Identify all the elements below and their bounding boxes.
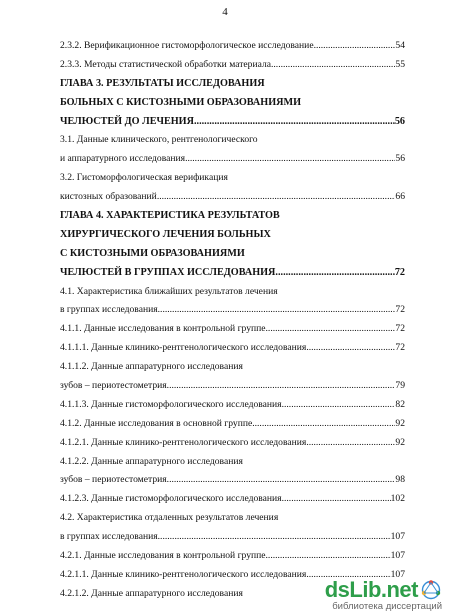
toc-entry-page: 107 — [390, 531, 405, 543]
dot-leader — [252, 415, 395, 434]
toc-entry-title: 3.1. Данные клинического, рентгенологического — [60, 134, 258, 146]
toc-entry-18[interactable] — [60, 358, 405, 377]
toc-entry-title: 2.3.2. Верификационное гистоморфологическое исследование — [60, 40, 314, 51]
toc-entry-title: 3.2. Гистоморфологическая верификация — [60, 172, 228, 184]
dot-leader — [185, 150, 395, 169]
dot-leader — [306, 434, 395, 453]
dot-leader — [167, 377, 396, 396]
toc-entry-page: 92 — [395, 436, 405, 448]
dot-leader — [282, 396, 396, 415]
dot-leader — [271, 56, 395, 75]
toc-entry-title: 2.3.3. Методы статистической обработки материала — [60, 58, 271, 70]
toc-entry-title: кистозных образований — [60, 191, 157, 203]
toc-entry-title: 4.1.2.2. Данные аппаратурного исследования — [60, 455, 243, 467]
toc-entry-26[interactable] — [60, 509, 405, 528]
network-logo-icon — [420, 579, 442, 601]
toc-entry-page: 107 — [390, 550, 405, 562]
toc-entry-8[interactable] — [60, 169, 405, 188]
toc-entry-21[interactable] — [60, 415, 405, 434]
toc-entry-2[interactable] — [60, 56, 405, 75]
toc-entry-title: зубов – периотестометрия — [60, 380, 167, 392]
dot-leader — [306, 339, 395, 358]
toc-entry-page: 55 — [395, 58, 405, 70]
toc-entry-page: 102 — [390, 493, 405, 505]
toc-entry-title: и аппаратурного исследования — [60, 153, 186, 165]
page-number: 4 — [222, 6, 228, 18]
toc-entry-11[interactable] — [60, 226, 405, 245]
toc-entry-6[interactable] — [60, 131, 405, 150]
toc-entry-title: 4.1. Характеристика ближайших результатов лечения — [60, 285, 278, 297]
toc-entry-title: в группах исследования — [60, 531, 158, 543]
toc-entry-title: 4.1.2.3. Данные гистоморфологического исследования — [60, 493, 282, 505]
toc-entry-9[interactable] — [60, 188, 405, 207]
dot-leader — [282, 490, 391, 509]
toc-entry-28[interactable] — [60, 547, 405, 566]
toc-entry-17[interactable] — [60, 339, 405, 358]
toc-entry-4[interactable] — [60, 94, 405, 113]
toc-entry-title: зубов – периотестометрия — [60, 474, 167, 486]
watermark-tagline: библиотека диссертаций — [332, 601, 442, 612]
toc-entry-page: 82 — [395, 398, 405, 410]
toc-entry-title: ГЛАВА 4. ХАРАКТЕРИСТИКА РЕЗУЛЬТАТОВ — [60, 210, 280, 222]
toc-entry-title: 4.2.1. Данные исследования в контрольной группе — [60, 550, 266, 562]
toc-entry-page: 56 — [394, 115, 405, 127]
dot-leader — [158, 301, 396, 320]
toc-entry-5[interactable] — [60, 113, 405, 132]
toc-entry-12[interactable] — [60, 245, 405, 264]
toc-entry-13[interactable] — [60, 264, 405, 283]
toc-entry-title: 4.1.1. Данные исследования в контрольной группе — [60, 323, 266, 335]
toc-entry-title: 4.1.2. Данные исследования в основной группе — [60, 417, 253, 429]
dot-leader — [167, 471, 396, 490]
toc-entry-title: ЧЕЛЮСТЕЙ В ГРУППАХ ИССЛЕДОВАНИЯ — [60, 266, 276, 278]
toc-entry-24[interactable] — [60, 471, 405, 490]
toc-entry-title: 4.2.1.1. Данные клинико-рентгенологического исследования — [60, 568, 307, 580]
toc-entry-7[interactable] — [60, 150, 405, 169]
toc-entry-page: 72 — [394, 266, 405, 278]
toc-entry-title: в группах исследования — [60, 304, 158, 316]
toc-entry-19[interactable] — [60, 377, 405, 396]
toc-entry-title: БОЛЬНЫХ С КИСТОЗНЫМИ ОБРАЗОВАНИЯМИ — [60, 96, 302, 108]
toc-entry-page: 107 — [390, 568, 405, 580]
dot-leader — [266, 320, 396, 339]
toc-entry-title: 4.2. Характеристика отдаленных результатов лечения — [60, 512, 279, 524]
toc-entry-title: ЧЕЛЮСТЕЙ ДО ЛЕЧЕНИЯ — [60, 115, 194, 127]
toc-entry-15[interactable] — [60, 301, 405, 320]
toc-entry-page: 72 — [395, 323, 405, 335]
toc-entry-title: 4.1.1.3. Данные гистоморфологического исследования — [60, 398, 282, 410]
toc-entry-16[interactable] — [60, 320, 405, 339]
toc-entry-20[interactable] — [60, 396, 405, 415]
toc-entry-14[interactable] — [60, 283, 405, 302]
toc-entry-title: 4.1.1.2. Данные аппаратурного исследования — [60, 361, 243, 373]
toc-entry-23[interactable] — [60, 453, 405, 472]
toc-entry-3[interactable] — [60, 75, 405, 94]
toc-entry-page: 56 — [395, 153, 405, 165]
toc-entry-page: 54 — [395, 40, 405, 51]
toc-entry-22[interactable] — [60, 434, 405, 453]
toc-entry-page: 79 — [395, 380, 405, 392]
watermark-logo-text: dsLib.net — [324, 577, 418, 602]
toc-entry-page: 66 — [395, 191, 405, 203]
toc-entry-10[interactable] — [60, 207, 405, 226]
toc-entry-25[interactable] — [60, 490, 405, 509]
dot-leader — [275, 264, 394, 283]
toc-entry-page: 92 — [395, 417, 405, 429]
toc-entry-title: ГЛАВА 3. РЕЗУЛЬТАТЫ ИССЛЕДОВАНИЯ — [60, 77, 265, 89]
toc-entry-title: 4.1.2.1. Данные клинико-рентгенологического исследования — [60, 436, 307, 448]
dot-leader — [158, 528, 391, 547]
dot-leader — [266, 547, 391, 566]
dot-leader — [194, 113, 395, 132]
toc-entry-title: С КИСТОЗНЫМИ ОБРАЗОВАНИЯМИ — [60, 247, 245, 259]
toc-entry-title: ХИРУРГИЧЕСКОГО ЛЕЧЕНИЯ БОЛЬНЫХ — [60, 228, 271, 240]
toc-entry-title: 4.2.1.2. Данные аппаратурного исследования — [60, 587, 243, 599]
watermark[interactable] — [322, 577, 442, 612]
toc-entry-27[interactable] — [60, 528, 405, 547]
table-of-contents — [60, 37, 405, 604]
dot-leader — [314, 37, 396, 56]
toc-entry-page: 72 — [395, 304, 405, 316]
toc-entry-page: 72 — [395, 342, 405, 354]
toc-entry-1[interactable] — [60, 37, 405, 56]
toc-entry-title: 4.1.1.1. Данные клинико-рентгенологического исследования — [60, 342, 307, 354]
toc-entry-page: 98 — [395, 474, 405, 486]
dot-leader — [157, 188, 396, 207]
